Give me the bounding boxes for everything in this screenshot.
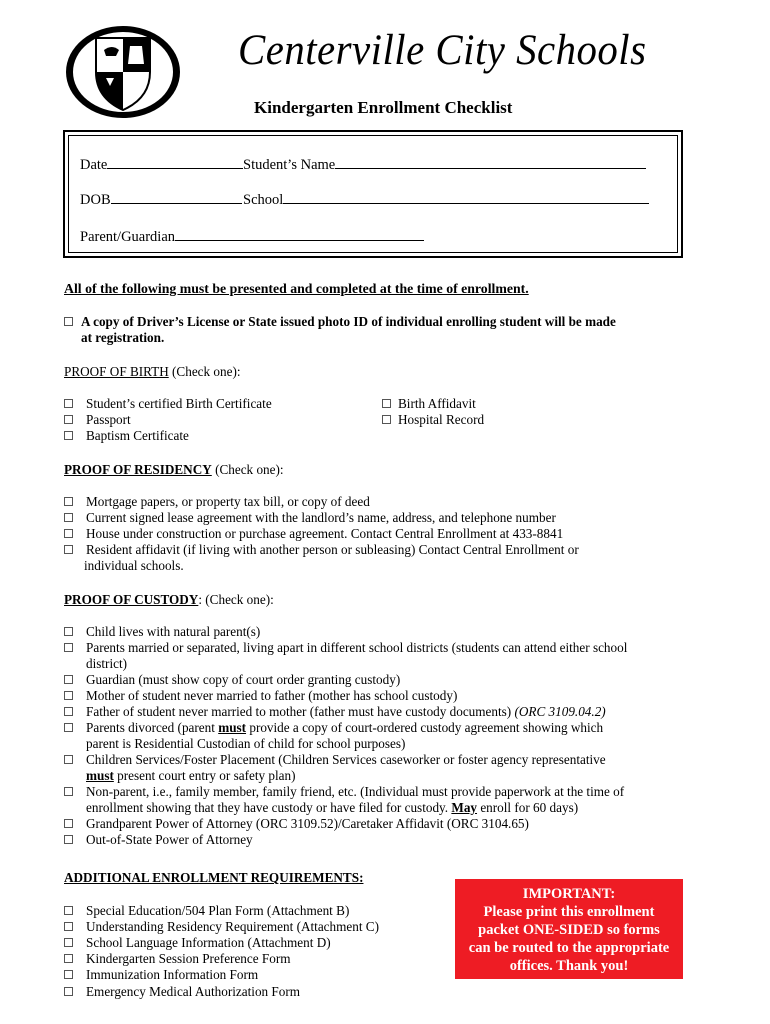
passport-checkbox[interactable]	[64, 415, 73, 424]
custody-checkbox[interactable]	[64, 675, 73, 684]
enrollment-notice: All of the following must be presented and completed at the time of enrollment.	[64, 281, 529, 296]
list-item: Hospital Record	[398, 412, 485, 427]
id-requirement-line1: A copy of Driver’s License or State issued photo ID of individual enrolling student will be made	[81, 314, 616, 329]
page-subtitle: Kindergarten Enrollment Checklist	[254, 98, 513, 117]
list-item: Parents married or separated, living apart in different school districts (students can attend either school	[86, 640, 628, 655]
proof-of-birth-heading: PROOF OF BIRTH (Check one):	[64, 364, 241, 379]
important-line: packet ONE-SIDED so forms	[478, 922, 660, 938]
additional-checkbox[interactable]	[64, 938, 73, 947]
important-line: Please print this enrollment	[483, 904, 655, 920]
custody-checkbox[interactable]	[64, 723, 73, 732]
residency-checkbox[interactable]	[64, 513, 73, 522]
list-item: Grandparent Power of Attorney (ORC 3109.52)/Caretaker Affidavit (ORC 3104.65)	[86, 816, 529, 831]
list-item: Student’s certified Birth Certificate	[86, 396, 272, 411]
custody-checkbox[interactable]	[64, 691, 73, 700]
list-item-continuation: must present court entry or safety plan)	[86, 768, 296, 783]
custody-checkbox[interactable]	[64, 835, 73, 844]
birth-certificate-checkbox[interactable]	[64, 399, 73, 408]
list-item: Emergency Medical Authorization Form	[86, 984, 300, 999]
list-item: House under construction or purchase agreement. Contact Central Enrollment at 433-8841	[86, 526, 564, 541]
list-item: Mortgage papers, or property tax bill, or copy of deed	[86, 494, 370, 509]
additional-checkbox[interactable]	[64, 970, 73, 979]
list-item: Understanding Residency Requirement (Attachment C)	[86, 919, 379, 934]
residency-checkbox[interactable]	[64, 545, 73, 554]
id-requirement-line2: at registration.	[81, 330, 165, 345]
list-item: Children Services/Foster Placement (Children Services caseworker or foster agency representative	[86, 752, 606, 767]
important-line: offices. Thank you!	[509, 958, 629, 974]
important-notice-box	[455, 879, 683, 979]
list-item: Mother of student never married to father (mother has school custody)	[86, 688, 458, 703]
custody-checkbox[interactable]	[64, 819, 73, 828]
list-item: Baptism Certificate	[86, 428, 189, 443]
list-item-continuation: individual schools.	[84, 558, 184, 573]
school-title: Centerville City Schools	[238, 27, 647, 74]
list-item: Child lives with natural parent(s)	[86, 624, 261, 639]
list-item-continuation: enrollment showing that they have custody or have filed for custody. May enroll for 60 days)	[86, 800, 579, 815]
hospital-record-checkbox[interactable]	[382, 415, 391, 424]
list-item: Resident affidavit (if living with another person or subleasing) Contact Central Enrollment or	[86, 542, 579, 557]
list-item: Immunization Information Form	[86, 967, 259, 982]
proof-of-residency-heading: PROOF OF RESIDENCY (Check one):	[64, 462, 284, 477]
additional-checkbox[interactable]	[64, 954, 73, 963]
additional-checkbox[interactable]	[64, 906, 73, 915]
important-line: can be routed to the appropriate	[468, 940, 670, 956]
additional-requirements-heading: ADDITIONAL ENROLLMENT REQUIREMENTS:	[64, 870, 364, 885]
list-item: Guardian (must show copy of court order granting custody)	[86, 672, 401, 687]
list-item: Parents divorced (parent must provide a copy of court-ordered custody agreement showing which	[86, 720, 604, 735]
list-item: School Language Information (Attachment D)	[86, 935, 331, 950]
birth-affidavit-checkbox[interactable]	[382, 399, 391, 408]
custody-checkbox[interactable]	[64, 627, 73, 636]
residency-checkbox[interactable]	[64, 529, 73, 538]
list-item: Special Education/504 Plan Form (Attachment B)	[86, 903, 350, 918]
list-item-continuation: district)	[86, 656, 128, 671]
dob-field[interactable]: DOB	[80, 189, 242, 209]
additional-checkbox[interactable]	[64, 922, 73, 931]
additional-checkbox[interactable]	[64, 987, 73, 996]
date-field[interactable]: Date	[80, 154, 243, 174]
custody-checkbox[interactable]	[64, 707, 73, 716]
baptism-certificate-checkbox[interactable]	[64, 431, 73, 440]
student-name-field[interactable]: Student’s Name	[243, 154, 646, 174]
list-item: Current signed lease agreement with the landlord’s name, address, and telephone number	[86, 510, 556, 525]
school-seal-logo	[64, 24, 182, 120]
id-checkbox[interactable]	[64, 317, 73, 326]
parent-guardian-field[interactable]: Parent/Guardian	[80, 226, 424, 246]
residency-checkbox[interactable]	[64, 497, 73, 506]
school-field[interactable]: School	[243, 189, 649, 209]
list-item: Kindergarten Session Preference Form	[86, 951, 291, 966]
custody-checkbox[interactable]	[64, 787, 73, 796]
custody-checkbox[interactable]	[64, 643, 73, 652]
list-item: Out-of-State Power of Attorney	[86, 832, 253, 847]
list-item-continuation: parent is Residential Custodian of child for school purposes)	[86, 736, 406, 751]
custody-checkbox[interactable]	[64, 755, 73, 764]
proof-of-custody-heading: PROOF OF CUSTODY: (Check one):	[64, 592, 274, 607]
important-heading: IMPORTANT:	[522, 886, 616, 902]
list-item: Non-parent, i.e., family member, family friend, etc. (Individual must provide paperwork at the time of	[86, 784, 625, 799]
list-item: Passport	[86, 412, 131, 427]
list-item: Father of student never married to mother (father must have custody documents) (ORC 3109.04.2)	[86, 704, 606, 719]
list-item: Birth Affidavit	[398, 396, 476, 411]
